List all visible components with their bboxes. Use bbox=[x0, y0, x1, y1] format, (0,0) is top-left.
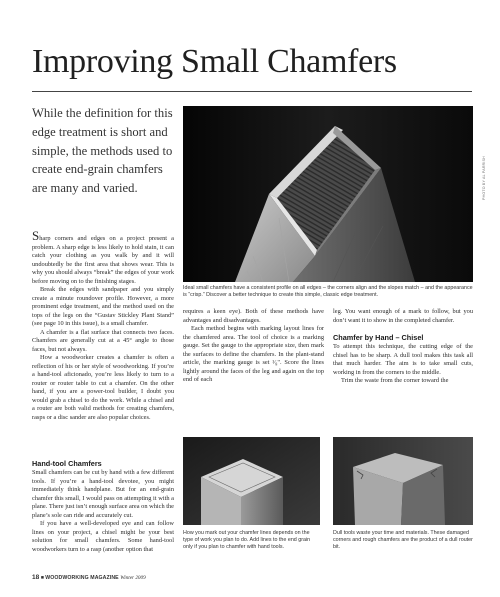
paragraph-4: How a woodworker creates a chamfer is often a reflection of his or her style of woodworking. If you’re a hand-tool aficionado, you’re less likely to turn to a router or router table to cut a chamfer. On the other hand, if you are a power-tool builder, I doubt you would grab a chisel to do the work. While a chisel and a router are both valid methods for creating chamfers, rasps or a disc sander are also popular choices. bbox=[32, 354, 174, 421]
main-photo-chamfered-leg bbox=[183, 106, 473, 282]
column-2-paragraph-2: Each method begins with marking layout lines for the chamfered area. The tool of choice is a marking gauge. Set the gauge to the appropriate size, then mark the surfaces to define the chamfers. In the plant-stand article, the marking gauge is set ¹⁄₈". Score the lines lightly around the faces of the leg and again on the top end of each bbox=[183, 325, 324, 383]
page-number: 18 bbox=[32, 574, 40, 581]
paragraph-1 bbox=[32, 228, 174, 286]
chamfered-leg-illustration bbox=[183, 106, 473, 282]
page-footer bbox=[32, 574, 146, 581]
column-1-top bbox=[32, 228, 174, 422]
drop-cap: S bbox=[32, 228, 40, 243]
column-1-bottom bbox=[32, 469, 174, 554]
separator-square: ■ bbox=[40, 575, 44, 581]
publication-name: WOODWORKING MAGAZINE bbox=[45, 575, 119, 581]
issue-date: Winter 2009 bbox=[120, 575, 146, 581]
column-3-bottom bbox=[333, 343, 473, 386]
column-3-paragraph-1: leg. You want enough of a mark to follow, but you don’t want it to show in the completed chamfer. bbox=[333, 308, 473, 324]
photo-credit: PHOTO BY AL PARRISH bbox=[482, 155, 486, 200]
subhead-hand-tool-chamfers: Hand-tool Chamfers bbox=[32, 459, 102, 468]
paragraph-2: Break the edges with sandpaper and you simply create a minute roundover profile. However, a more prominent edge treatment, and the method used on the tops of the legs on the “Gustav Stickley Plant Stand” (see page 10 in this issue), is a small chamfer. bbox=[32, 286, 174, 327]
article-title: Improving Small Chamfers bbox=[32, 43, 397, 80]
photo2-caption: How you mark out your chamfer lines depends on the type of work you plan to do. Add lines to the end grain only if you plan to chamfer with hand tools. bbox=[183, 530, 311, 551]
column-3-paragraph-2: To attempt this technique, the cutting edge of the chisel has to be sharp. A dull tool makes this task all that much harder. The aim is to take small cuts, working in from the corners to the middle. bbox=[333, 343, 473, 376]
paragraph-5: Small chamfers can be cut by hand with a few different tools. If you’re a hand-tool devotee, you might immediately think handplane. But for an end-grain chamfer this small, I would pass on attempting it with a plane. There just isn’t enough surface area on which the plane’s sole can ride and accurately cut. bbox=[32, 469, 174, 519]
main-photo-caption: Ideal small chamfers have a consistent profile on all edges – the corners align and the slopes match – and the appearance is “crisp.” Discover a better technique to create this simple, classic edge treatment. bbox=[183, 285, 473, 299]
paragraph-6: If you have a well-developed eye and can follow lines on your project, a chisel might be your best solution for small chamfers. Some hand-tool woodworkers turn to a rasp (another option that bbox=[32, 520, 174, 553]
column-2 bbox=[183, 308, 324, 385]
damaged-leg-illustration bbox=[333, 437, 473, 525]
column-3-top bbox=[333, 308, 473, 325]
column-2-paragraph-1: requires a keen eye). Both of these methods have advantages and disadvantages. bbox=[183, 308, 324, 324]
column-3-paragraph-3: Trim the waste from the corner toward the bbox=[341, 377, 449, 384]
subhead-chamfer-by-hand: Chamfer by Hand – Chisel bbox=[333, 333, 424, 342]
photo-marked-leg-end bbox=[183, 437, 320, 525]
title-rule bbox=[32, 91, 472, 92]
photo-damaged-corners bbox=[333, 437, 473, 525]
marked-leg-illustration bbox=[183, 437, 320, 525]
intro-deck: While the definition for this edge treatment is short and simple, the methods used to create end-grain chamfers are many and varied. bbox=[32, 106, 173, 196]
paragraph-1-text: harp corners and edges on a project present a problem. A sharp edge is less likely to hold stain, it can catch your clothing as you walk by and it will undoubtedly be the first area that shows wear. This is why you should always “break” the edges of your work before moving on to the finishing stages. bbox=[32, 235, 174, 285]
photo3-caption: Dull tools waste your time and materials. These damaged corners and rough chamfers are the product of a dull router bit. bbox=[333, 530, 473, 551]
paragraph-3: A chamfer is a flat surface that connects two faces. Chamfers are generally cut at a 45° angle to those faces, but not always. bbox=[32, 328, 174, 353]
